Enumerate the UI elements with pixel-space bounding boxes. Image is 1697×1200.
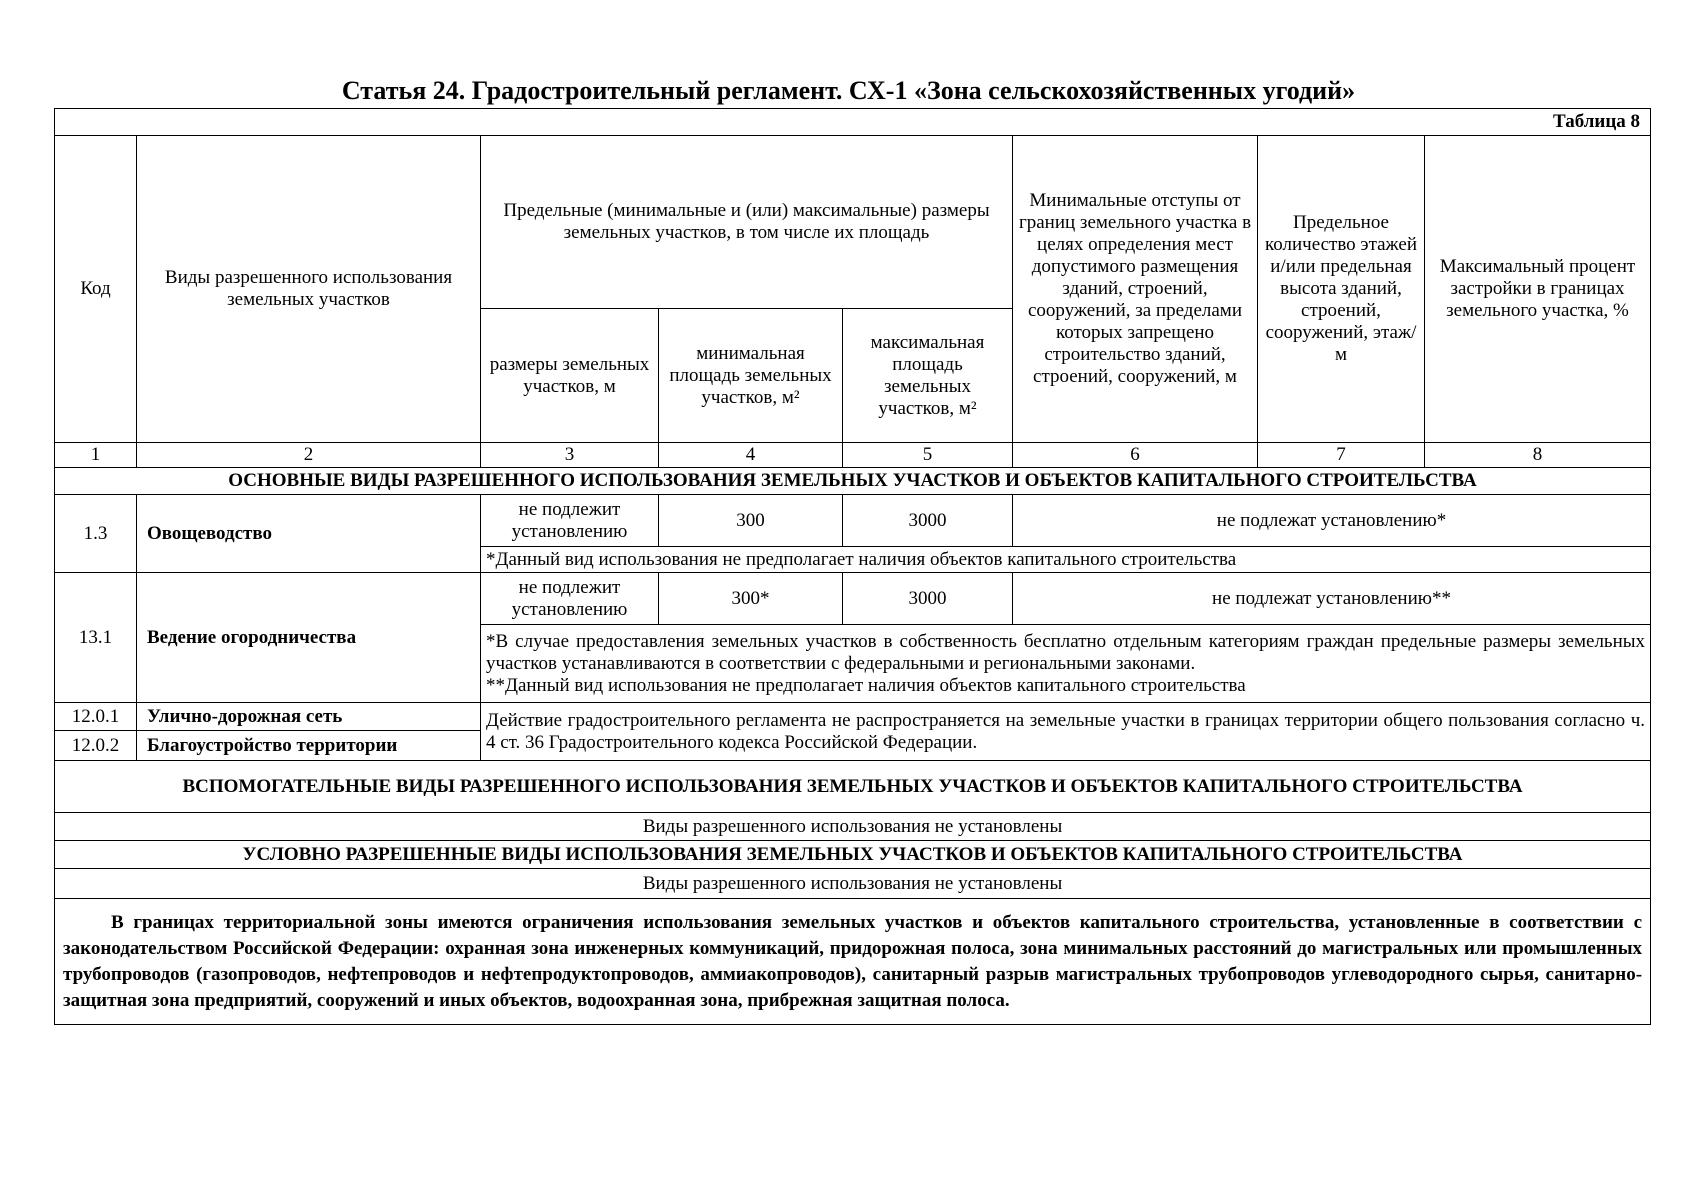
header-kinds: Виды разрешенного использования земельных участков — [137, 136, 481, 443]
row-name: Благоустройство территории — [137, 731, 481, 761]
row-note: *Данный вид использования не предполагает наличия объектов капитального строительства — [481, 547, 1651, 573]
header-min-area: минимальная площадь земельных участков, м² — [659, 309, 843, 443]
column-number: 5 — [843, 443, 1013, 468]
header-sizes: размеры земельных участков, м — [481, 309, 659, 443]
column-numbers-row — [55, 443, 1651, 468]
header-max-area: максимальная площадь земельных участков, м² — [843, 309, 1013, 443]
row-other-params: не подлежат установлению* — [1013, 495, 1651, 547]
header-limits: Предельные (минимальные и (или) максимальные) размеры земельных участков, в том числе их площадь — [481, 136, 1013, 309]
section-conditional-heading: УСЛОВНО РАЗРЕШЕННЫЕ ВИДЫ ИСПОЛЬЗОВАНИЯ ЗЕМЕЛЬНЫХ УЧАСТКОВ И ОБЪЕКТОВ КАПИТАЛЬНОГО СТРОИТЕЛЬСТВА — [55, 841, 1651, 869]
column-number: 6 — [1013, 443, 1258, 468]
row-min-area: 300* — [659, 573, 843, 625]
column-number: 3 — [481, 443, 659, 468]
row-code: 13.1 — [55, 573, 137, 703]
header-code: Код — [55, 136, 137, 443]
column-number: 8 — [1425, 443, 1651, 468]
page-title: Статья 24. Градостроительный регламент. СХ-1 «Зона сельскохозяйственных угодий» — [341, 76, 1356, 105]
row-note — [481, 625, 1651, 703]
column-number: 4 — [659, 443, 843, 468]
column-number: 2 — [137, 443, 481, 468]
row-code: 12.0.1 — [55, 703, 137, 731]
header-coverage: Максимальный процент застройки в границах земельного участка, % — [1425, 136, 1651, 443]
section-aux-heading: ВСПОМОГАТЕЛЬНЫЕ ВИДЫ РАЗРЕШЕННОГО ИСПОЛЬЗОВАНИЯ ЗЕМЕЛЬНЫХ УЧАСТКОВ И ОБЪЕКТОВ КАПИТАЛЬНОГО СТРОИТЕЛЬСТВА — [55, 761, 1651, 813]
public-use-note: Действие градостроительного регламента не распространяется на земельные участки в границах территории общего пользования согласно ч. 4 ст. 36 Градостроительного кодекса Российской Федерации. — [481, 703, 1651, 761]
row-other-params: не подлежат установлению** — [1013, 573, 1651, 625]
column-number: 7 — [1258, 443, 1425, 468]
row-code: 1.3 — [55, 495, 137, 573]
conditional-text: Виды разрешенного использования не установлены — [55, 869, 1651, 899]
row-name: Овощеводство — [137, 495, 481, 573]
row-sizes: не подлежит установлению — [481, 495, 659, 547]
regulation-table — [54, 108, 1651, 1025]
row-note-line: *В случае предоставления земельных участков в собственность бесплатно отдельным категориям граждан предельные размеры земельных участков устанавливаются в соответствии с федеральными и региональными законами. — [486, 630, 1646, 674]
table-label: Таблица 8 — [55, 109, 1651, 136]
header-floors: Предельное количество этажей и/или предельная высота зданий, строений, сооружений, этаж/м — [1258, 136, 1425, 443]
column-number: 1 — [55, 443, 137, 468]
row-code: 12.0.2 — [55, 731, 137, 761]
row-name: Ведение огородничества — [137, 573, 481, 703]
row-max-area: 3000 — [843, 573, 1013, 625]
section-main-heading: ОСНОВНЫЕ ВИДЫ РАЗРЕШЕННОГО ИСПОЛЬЗОВАНИЯ ЗЕМЕЛЬНЫХ УЧАСТКОВ И ОБЪЕКТОВ КАПИТАЛЬНОГО СТРОИТЕЛЬСТВА — [55, 468, 1651, 495]
row-min-area: 300 — [659, 495, 843, 547]
row-max-area: 3000 — [843, 495, 1013, 547]
restrictions-text — [55, 899, 1651, 1025]
row-sizes: не подлежит установлению — [481, 573, 659, 625]
aux-text: Виды разрешенного использования не установлены — [55, 813, 1651, 841]
row-note-line: **Данный вид использования не предполагает наличия объектов капитального строительства — [486, 674, 1246, 696]
header-setbacks: Минимальные отступы от границ земельного участка в целях определения мест допустимого размещения зданий, строений, сооружений, за пределами которых запрещено строительство зданий, строений, сооружений, м — [1013, 136, 1258, 443]
row-name: Улично-дорожная сеть — [137, 703, 481, 731]
restrictions-body: В границах территориальной зоны имеются ограничения использования земельных участков и объектов капитального строительства, установленные в соответствии с законодательством Российской Федерации: охранная зона инженерных коммуникаций, придорожная полоса, зона минимальных расстояний до магистральных или промышленных трубопроводов (газопроводов, нефтепроводов и нефтепродуктопроводов, аммиакопроводов), санитарный разрыв магистральных трубопроводов углеводородного сырья, санитарно-защитная зона предприятий, сооружений и иных объектов, водоохранная зона, прибрежная защитная полоса. — [63, 911, 1643, 1011]
